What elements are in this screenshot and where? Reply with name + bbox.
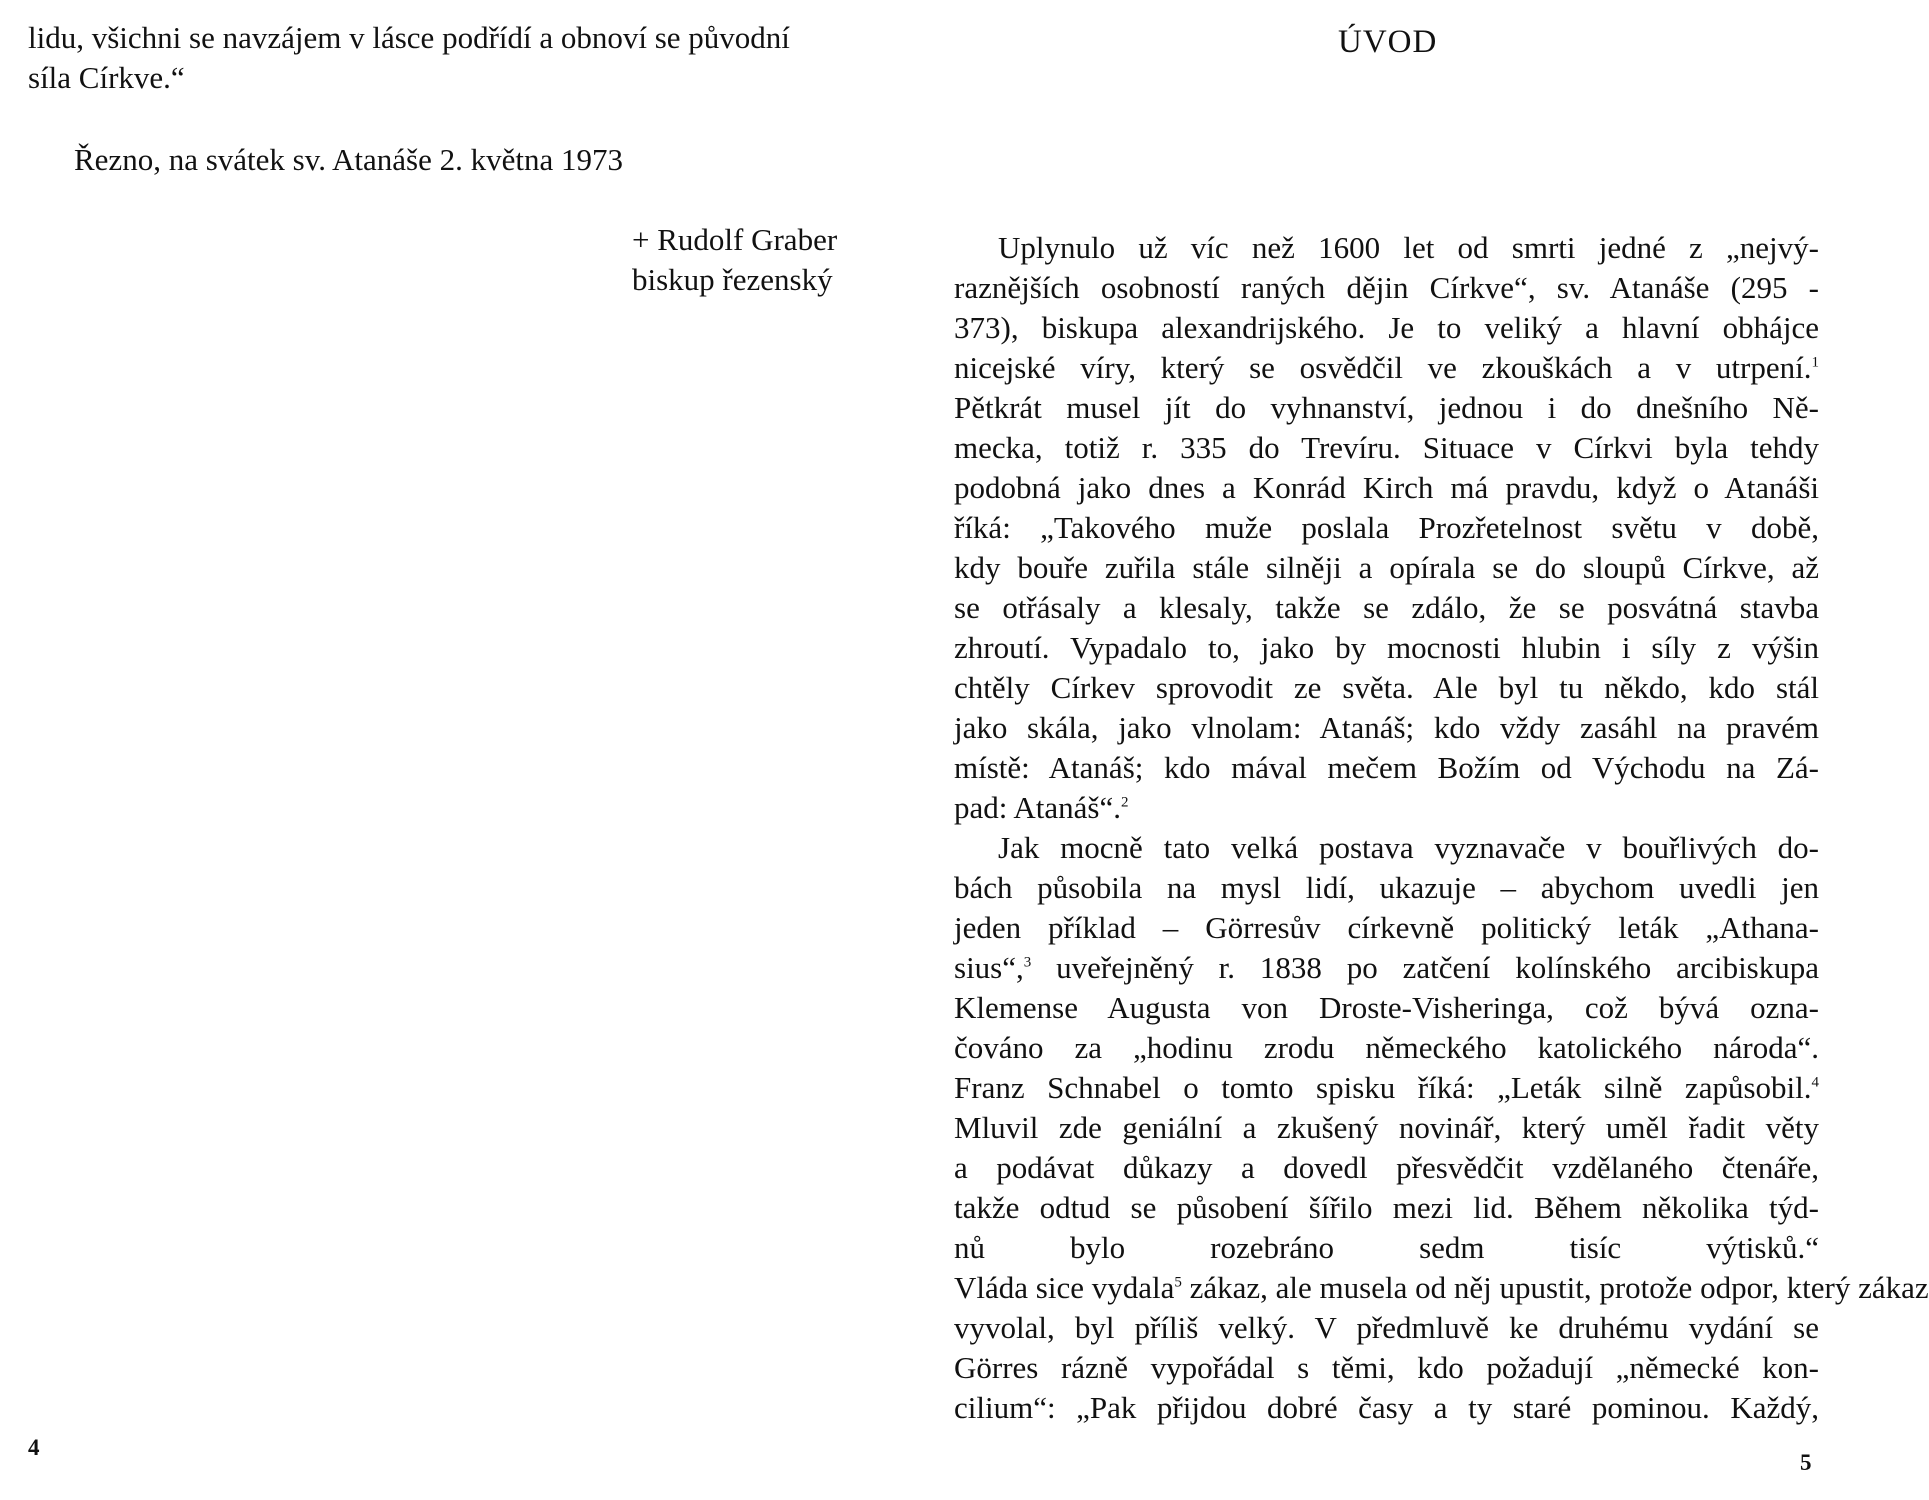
left-text-line: síla Církve.“ xyxy=(28,60,185,95)
paragraph-line xyxy=(954,1268,1929,1308)
paragraph-line: vyvolal, byl příliš velký. V předmluvě ke druhému vydání se xyxy=(954,1310,1819,1345)
paragraph-line: Jak mocně tato velká postava vyznavače v bouřlivých do- xyxy=(998,830,1819,865)
chapter-heading: ÚVOD xyxy=(1338,24,1438,60)
paragraph-line xyxy=(954,348,1819,388)
line-text: Vláda sice vydala xyxy=(954,1270,1175,1305)
paragraph-line: 373), biskupa alexandrijského. Je to veliký a hlavní obhájce xyxy=(954,310,1819,345)
paragraph-line: mecka, totiž r. 335 do Trevíru. Situace v Církvi byla tehdy xyxy=(954,430,1819,465)
paragraph-line: Klemense Augusta von Droste-Visheringa, což bývá ozna- xyxy=(954,990,1819,1025)
paragraph-line: bách působila na mysl lidí, ukazuje – abychom uvedli jen xyxy=(954,870,1819,905)
page-number-left: 4 xyxy=(28,1435,40,1460)
line-text: Franz Schnabel o tomto spisku říká: „Leták silně zapůsobil. xyxy=(954,1070,1812,1105)
paragraph-line: zhroutí. Vypadalo to, jako by mocnosti hlubin i síly z výšin xyxy=(954,630,1819,665)
paragraph-line: Görres rázně vypořádal s těmi, kdo požadují „německé kon- xyxy=(954,1350,1819,1385)
page-number-right: 5 xyxy=(1800,1450,1812,1475)
paragraph-line xyxy=(954,1068,1819,1108)
paragraph-line: kdy bouře zuřila stále silněji a opírala se do sloupů Církve, až xyxy=(954,550,1819,585)
paragraph-line: Uplynulo už víc než 1600 let od smrti jedné z „nejvý- xyxy=(998,230,1819,265)
paragraph-line: raznějších osobností raných dějin Církve“, sv. Atanáše (295 - xyxy=(954,270,1819,305)
paragraph-line: říká: „Takového muže poslala Prozřetelnost světu v době, xyxy=(954,510,1819,545)
paragraph-line: Mluvil zde geniální a zkušený novinář, který uměl řadit věty xyxy=(954,1110,1819,1145)
signature xyxy=(632,220,837,300)
place-date: Řezno, na svátek sv. Atanáše 2. května 1973 xyxy=(74,142,623,177)
paragraph-line: jako skála, jako vlnolam: Atanáš; kdo vždy zasáhl na pravém xyxy=(954,710,1819,745)
footnote-mark: 5 xyxy=(1174,1274,1182,1291)
paragraph-line: podobná jako dnes a Konrád Kirch má pravdu, když o Atanáši xyxy=(954,470,1819,505)
signature-name: + Rudolf Graber xyxy=(632,222,838,257)
paragraph-line xyxy=(954,948,1819,988)
left-text-line: lidu, všichni se navzájem v lásce podřídí a obnoví se původní xyxy=(28,20,790,55)
paragraph-line: čováno za „hodinu zrodu německého katolického národa“. xyxy=(954,1030,1819,1065)
paragraph-line: a podávat důkazy a dovedl přesvědčit vzdělaného čtenáře, xyxy=(954,1150,1819,1185)
footnote-mark: 3 xyxy=(1023,954,1032,971)
footnote-mark: 2 xyxy=(1121,794,1129,811)
line-text: pad: Atanáš“. xyxy=(954,790,1122,825)
paragraph-line: jeden příklad – Görresův církevně politický leták „Athana- xyxy=(954,910,1819,945)
line-text: uveřejněný r. 1838 po zatčení kolínského arcibiskupa xyxy=(1056,950,1820,985)
footnote-mark: 1 xyxy=(1811,354,1819,371)
paragraph-line: takže odtud se působení šířilo mezi lid. Během několika týd- xyxy=(954,1190,1819,1225)
paragraph-line: cilium“: „Pak přijdou dobré časy a ty staré pominou. Každý, xyxy=(954,1390,1819,1425)
line-text: zákaz, ale musela od něj upustit, protože odpor, který zákaz xyxy=(1189,1270,1929,1305)
paragraph-line: chtěly Církev sprovodit ze světa. Ale byl tu někdo, kdo stál xyxy=(954,670,1819,705)
paragraph-line xyxy=(954,788,1819,828)
paragraph-line: nů bylo rozebráno sedm tisíc výtisků.“ xyxy=(954,1230,1819,1265)
footnote-mark: 4 xyxy=(1811,1074,1819,1091)
paragraph-line: se otřásaly a klesaly, takže se zdálo, že se posvátná stavba xyxy=(954,590,1819,625)
signature-title: biskup řezenský xyxy=(632,262,833,297)
line-text: nicejské víry, který se osvědčil ve zkouškách a v utrpení. xyxy=(954,350,1812,385)
paragraph-line: místě: Atanáš; kdo mával mečem Božím od Východu na Zá- xyxy=(954,750,1819,785)
paragraph-line: Pětkrát musel jít do vyhnanství, jednou i do dnešního Ně- xyxy=(954,390,1819,425)
line-text: sius“, xyxy=(954,950,1024,985)
